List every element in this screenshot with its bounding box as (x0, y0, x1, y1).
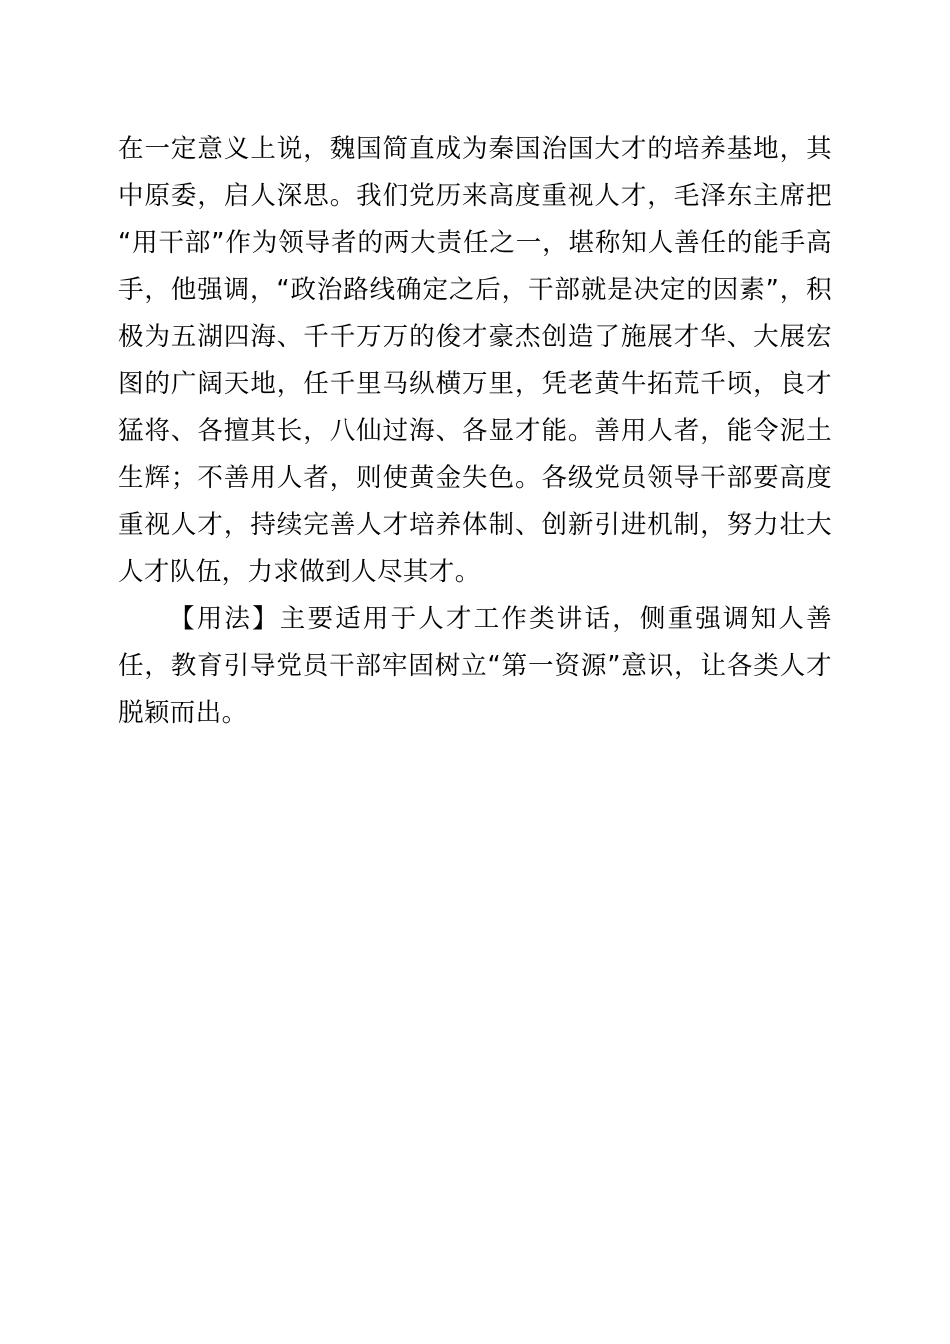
body-paragraph-1: 在一定意义上说，魏国简直成为秦国治国大才的培养基地，其中原委，启人深思。我们党历来高度重视人才，毛泽东主席把“用干部”作为领导者的两大责任之一，堪称知人善任的能手高手，他强调，“政治路线确定之后，干部就是决定的因素”，积极为五湖四海、千千万万的俊才豪杰创造了施展才华、大展宏图的广阔天地，任千里马纵横万里，凭老黄牛拓荒千顷，良才猛将、各擅其长，八仙过海、各显才能。善用人者，能令泥土生辉；不善用人者，则使黄金失色。各级党员领导干部要高度重视人才，持续完善人才培养体制、创新引进机制，努力壮大人才队伍，力求做到人尽其才。 (118, 134, 832, 587)
body-paragraph-2: 【用法】主要适用于人才工作类讲话，侧重强调知人善任，教育引导党员干部牢固树立“第一资源”意识，让各类人才脱颖而出。 (118, 604, 832, 728)
document-body (118, 126, 832, 737)
